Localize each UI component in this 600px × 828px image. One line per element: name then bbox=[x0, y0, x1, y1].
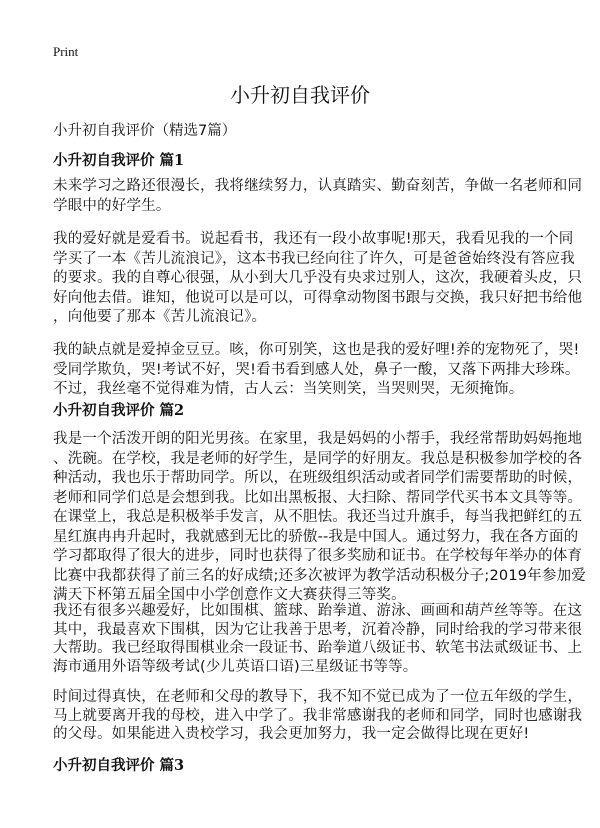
print-link[interactable]: Print bbox=[53, 44, 79, 59]
text-line: 其中，我最喜欢下围棋，因为它让我善于思考，沉着冷静，同时给我的学习带来很 bbox=[53, 621, 583, 638]
paragraph bbox=[53, 430, 586, 606]
text-line: 大帮助。我已经取得围棋业余一段证书、跆拳道八级证书、软笔书法贰级证书、上 bbox=[53, 640, 583, 657]
paragraph bbox=[53, 341, 580, 400]
text-line: 我的爱好就是爱看书。说起看书，我还有一段小故事呢!那天，我看见我的一个同 bbox=[53, 231, 574, 247]
text-line: 时间过得真快，在老师和父母的教导下，我不知不觉已成为了一位五年级的学生， bbox=[53, 689, 583, 705]
paragraph bbox=[53, 602, 583, 676]
text-line: 比赛中我都获得了前三名的好成绩;还多次被评为教学活动积极分子;2019年参加爱 bbox=[53, 567, 586, 584]
text-line: 学习都取得了很大的进步，同时也获得了很多奖励和证书。在学校每年举办的体育 bbox=[53, 548, 583, 564]
text-line: 海市通用外语等级考试(少儿英语口语)三星级证书等等。 bbox=[53, 658, 418, 675]
text-line: 好向他去借。谁知，他说可以是可以，可得拿动物图书跟与交换，我只好把书给他 bbox=[53, 289, 583, 306]
text-line: 未来学习之路还很漫长，我将继续努力，认真踏实、勤奋刻苦，争做一名老师和同 bbox=[53, 178, 583, 194]
text-line: 受同学欺负，哭!考试不好，哭!看书看到感人处，鼻子一酸，又落下两排大珍珠。 bbox=[53, 361, 580, 378]
page-title: 小升初自我评价 bbox=[230, 83, 370, 107]
text-line: 的父母。如果能进入贵校学习，我会更加努力，我一定会做得比现在更好! bbox=[53, 726, 530, 743]
page-subtitle: 小升初自我评价（精选7篇） bbox=[53, 123, 237, 139]
text-line: 马上就要离开我的母校，进入中学了。我非常感谢我的老师和同学，同时也感谢我 bbox=[53, 707, 583, 724]
text-line: 我的缺点就是爱掉金豆豆。咳，你可别笑，这也是我的爱好哩!养的宠物死了，哭! bbox=[53, 342, 580, 358]
paragraph bbox=[53, 177, 583, 216]
text-line: 不过，我丝毫不觉得难为情，古人云：当笑则笑，当哭则哭，无须掩饰。 bbox=[53, 381, 524, 397]
text-line: ，向他要了那本《苦儿流浪记》。 bbox=[53, 309, 267, 325]
text-line: 我是一个活泼开朗的阳光男孩。在家里，我是妈妈的小帮手，我经常帮助妈妈拖地 bbox=[53, 431, 583, 447]
text-line: 满天下杯第五届全国中小学创意作文大赛获得三等奖。 bbox=[53, 587, 406, 603]
section-heading-3: 小升初自我评价 篇3 bbox=[53, 757, 185, 774]
text-line: 在课堂上，我总是积极举手发言，从不胆怯。我还当过升旗手，每当我把鲜红的五 bbox=[53, 509, 583, 525]
text-line: 、洗碗。在学校，我是老师的好学生，是同学的好朋友。我总是积极参加学校的各 bbox=[53, 450, 583, 467]
text-line: 星红旗冉冉升起时，我就感到无比的骄傲--我是中国人。通过努力，我在各方面的 bbox=[53, 528, 579, 545]
paragraph bbox=[53, 230, 583, 328]
text-line: 种活动，我也乐于帮助同学。所以，在班级组织活动或者同学们需要帮助的时候， bbox=[53, 470, 583, 486]
text-line: 老师和同学们总是会想到我。比如出黑板报、大扫除、帮同学代买书本文具等等。 bbox=[53, 489, 583, 506]
section-heading-2: 小升初自我评价 篇2 bbox=[53, 402, 185, 419]
text-line: 学买了一本《苦儿流浪记》，这本书我已经向往了许久，可是爸爸始终没有答应我 bbox=[53, 250, 575, 267]
paragraph bbox=[53, 688, 583, 744]
section-heading-1: 小升初自我评价 篇1 bbox=[53, 152, 185, 169]
text-line: 我还有很多兴趣爱好，比如围棋、篮球、跆拳道、游泳、画画和葫芦丝等等。在这 bbox=[53, 603, 583, 619]
text-line: 学眼中的好学生。 bbox=[53, 197, 171, 214]
text-line: 的要求。我的自尊心很强，从小到大几乎没有央求过别人，这次，我硬着头皮，只 bbox=[53, 270, 583, 286]
